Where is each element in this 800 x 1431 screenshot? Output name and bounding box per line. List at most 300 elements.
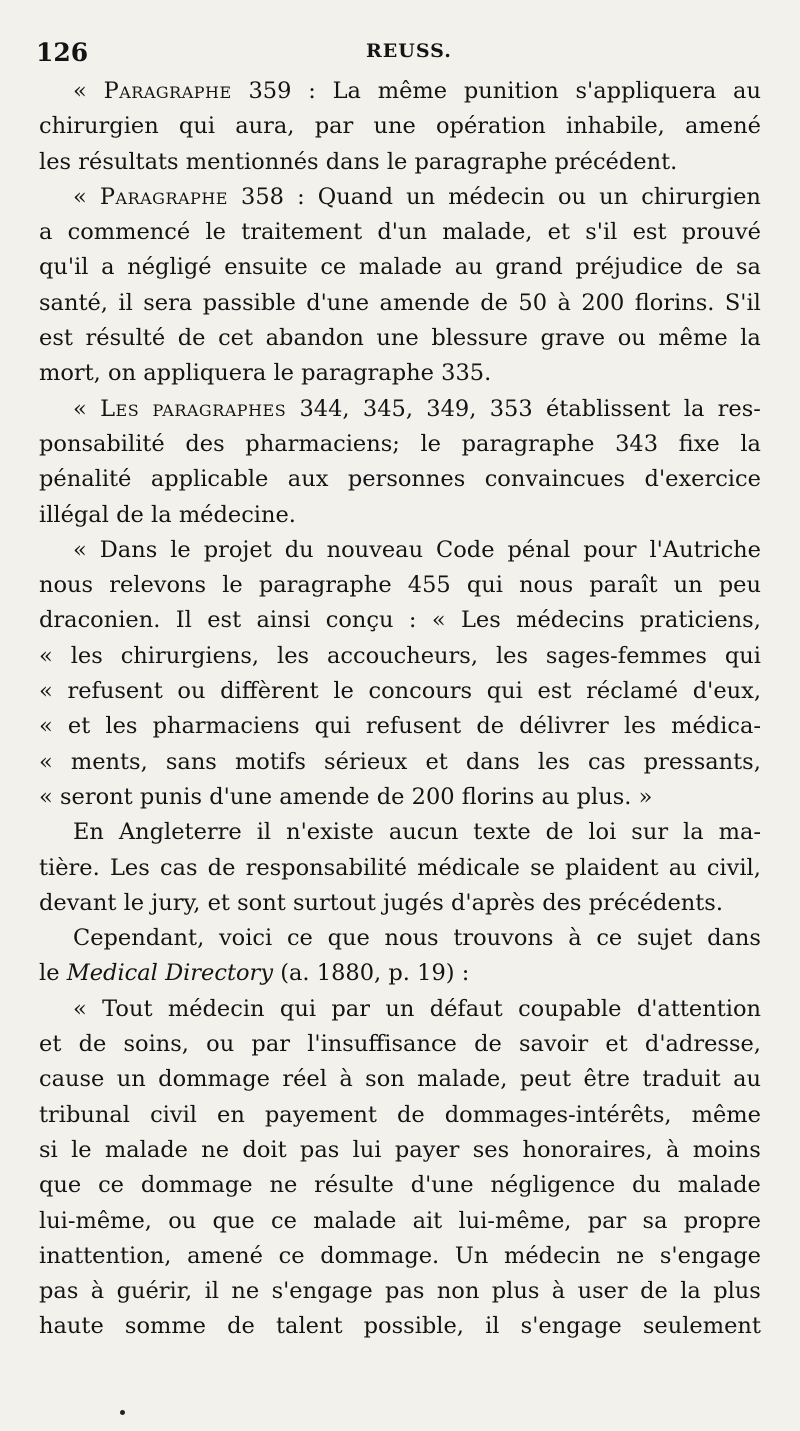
word: accoucheurs, xyxy=(327,642,479,669)
word: même xyxy=(691,1101,761,1128)
word: moins xyxy=(692,1136,761,1163)
word: est xyxy=(39,325,73,352)
word: ce xyxy=(320,254,347,281)
word: res- xyxy=(717,395,761,422)
word: lui xyxy=(352,1136,382,1163)
word: ponsabilité xyxy=(39,430,165,457)
word: un xyxy=(406,183,436,210)
word: 335. xyxy=(441,360,492,387)
word: prouvé xyxy=(681,219,761,246)
word: 359 xyxy=(248,78,292,104)
word: le xyxy=(222,572,243,599)
ink-speck xyxy=(120,1410,125,1415)
word: est xyxy=(207,607,242,634)
word: personnes xyxy=(347,466,466,493)
word: nous xyxy=(39,572,94,599)
word: il xyxy=(256,819,272,846)
word: être xyxy=(583,1066,630,1093)
word: Cependant, xyxy=(73,925,205,952)
word: traduit xyxy=(642,1066,721,1093)
word: de xyxy=(227,1313,255,1340)
text-line xyxy=(39,286,761,321)
word: punis xyxy=(139,783,202,810)
word: d'une xyxy=(306,289,370,316)
word: à xyxy=(557,289,571,316)
word: n'existe xyxy=(286,819,374,846)
word: qui xyxy=(178,113,216,140)
text-line xyxy=(39,498,761,533)
word: dans xyxy=(465,748,520,775)
word: aucun xyxy=(388,819,459,846)
word: amende xyxy=(379,289,470,316)
word: par xyxy=(251,1031,290,1058)
word: p. xyxy=(388,960,410,987)
word: malade xyxy=(104,1136,188,1163)
text-line xyxy=(39,74,761,109)
word: applicable xyxy=(150,466,269,493)
word: relevons xyxy=(109,572,207,599)
word: d'adresse, xyxy=(644,1031,761,1058)
word: ainsi xyxy=(256,607,311,634)
word: ce xyxy=(278,1242,305,1269)
text-line xyxy=(39,815,761,850)
word: il xyxy=(485,1313,500,1340)
word: 455 xyxy=(407,572,451,599)
word: et xyxy=(547,219,571,246)
word: de xyxy=(376,783,405,810)
word: malade, xyxy=(417,1066,508,1093)
word: le xyxy=(273,360,294,387)
word: aux xyxy=(287,466,329,493)
word: responsabilité xyxy=(245,854,407,881)
word: dans xyxy=(325,148,380,175)
text-line xyxy=(39,992,761,1027)
word: le xyxy=(170,536,191,563)
word: Il xyxy=(175,607,192,634)
word: médecin xyxy=(504,1242,601,1269)
word: un xyxy=(116,1066,146,1093)
word: inattention, xyxy=(39,1242,172,1269)
text-line xyxy=(39,1098,761,1133)
word: qui xyxy=(486,678,523,705)
word: mentionnés xyxy=(185,148,319,175)
word: nous xyxy=(519,572,574,599)
word: : xyxy=(408,607,417,634)
word: seulement xyxy=(642,1313,761,1340)
word: santé, xyxy=(39,289,108,316)
word: payement xyxy=(264,1101,377,1128)
word: « xyxy=(73,536,87,563)
word: à xyxy=(551,1278,566,1305)
text-line xyxy=(39,780,761,815)
word: sans xyxy=(165,748,217,775)
word: un xyxy=(385,995,415,1022)
word: des xyxy=(542,889,582,916)
word: amende xyxy=(279,783,370,810)
word: ou xyxy=(557,183,587,210)
word: illégal xyxy=(39,501,109,528)
word: au xyxy=(733,78,761,104)
word: on xyxy=(108,360,137,387)
text-line xyxy=(39,674,761,709)
word: d'eux, xyxy=(692,678,761,705)
word: Les xyxy=(100,395,140,422)
word: s'engage xyxy=(271,1278,373,1305)
word: fixe xyxy=(678,430,720,457)
word: civil xyxy=(150,1101,197,1128)
word: Medical xyxy=(66,960,158,987)
text-line xyxy=(39,180,761,215)
word: à xyxy=(90,1278,105,1305)
word: que xyxy=(39,1172,82,1199)
word: de xyxy=(480,289,508,316)
word: même xyxy=(377,78,448,104)
word: pénal xyxy=(507,536,571,563)
word: talent xyxy=(276,1313,343,1340)
word: honoraires, xyxy=(522,1136,653,1163)
word: cause xyxy=(39,1066,105,1093)
word: la xyxy=(680,1278,701,1305)
word: plaident xyxy=(565,854,659,881)
word: Code xyxy=(436,536,495,563)
word: plus xyxy=(713,1278,761,1305)
text-line xyxy=(39,1239,761,1274)
word: 1880, xyxy=(316,960,382,987)
word: Un xyxy=(454,1242,489,1269)
word: le xyxy=(333,678,354,705)
text-line xyxy=(39,462,761,497)
word: est xyxy=(632,219,667,246)
word: dommage. xyxy=(320,1242,440,1269)
word: le xyxy=(39,960,60,987)
word: florins xyxy=(461,783,535,810)
word: motifs xyxy=(234,748,306,775)
word: devant xyxy=(39,889,117,916)
running-head: REUSS. xyxy=(366,40,452,62)
word: de xyxy=(640,1278,668,1305)
word: une xyxy=(373,113,416,140)
word: ait xyxy=(412,1207,443,1234)
word: lui-même, xyxy=(458,1207,572,1234)
word: 358 xyxy=(241,183,284,210)
word: le xyxy=(123,889,145,916)
word: et xyxy=(67,713,91,740)
word: il xyxy=(118,289,133,316)
text-line xyxy=(39,427,761,462)
word: aura, xyxy=(235,113,295,140)
word: est xyxy=(537,678,572,705)
word: refusent xyxy=(365,713,462,740)
word: 345, xyxy=(362,395,413,422)
word: ne xyxy=(201,1136,230,1163)
word: dommage xyxy=(140,1172,253,1199)
word: du xyxy=(632,1172,661,1199)
text-line xyxy=(39,709,761,744)
word: pressants, xyxy=(643,748,761,775)
word: trouvons xyxy=(453,925,554,952)
word: sur xyxy=(631,819,669,846)
word: 50 xyxy=(518,289,548,316)
body-text xyxy=(39,74,761,1345)
word: médecin xyxy=(448,183,545,210)
word: s'engage xyxy=(659,1242,761,1269)
word: préjudice xyxy=(575,254,683,281)
word: ou xyxy=(177,678,206,705)
word: pas xyxy=(299,1136,340,1163)
word: à xyxy=(666,1136,680,1163)
word: de xyxy=(207,854,236,881)
word: guérir, xyxy=(116,1278,193,1305)
page-header xyxy=(36,38,760,68)
word: loi xyxy=(588,819,617,846)
word: « xyxy=(73,395,87,422)
word: de xyxy=(397,1101,425,1128)
word: La xyxy=(332,78,361,104)
word: tière. xyxy=(39,854,100,881)
word: les xyxy=(495,642,528,669)
word: les xyxy=(70,642,103,669)
word: de xyxy=(474,1031,502,1058)
word: ne xyxy=(231,1278,260,1305)
text-line xyxy=(39,356,761,391)
word: plus xyxy=(491,1278,540,1305)
word: le xyxy=(420,430,441,457)
word: malade xyxy=(358,254,443,281)
word: Les xyxy=(109,854,150,881)
word: payer xyxy=(394,1136,460,1163)
word: propre xyxy=(683,1207,761,1234)
word: convaincues xyxy=(484,466,626,493)
word: « xyxy=(39,748,53,775)
word: ce xyxy=(98,1172,124,1199)
word: malade, xyxy=(442,219,533,246)
word: de xyxy=(476,713,505,740)
word: sérieux xyxy=(324,748,408,775)
word: une xyxy=(376,325,419,352)
word: ce xyxy=(596,925,623,952)
word: (a. xyxy=(280,960,310,987)
word: cas xyxy=(159,854,198,881)
word: délivrer xyxy=(519,713,609,740)
word: florins. xyxy=(634,289,715,316)
word: texte xyxy=(473,819,531,846)
word: à xyxy=(568,925,582,952)
word: par xyxy=(331,995,370,1022)
text-line xyxy=(39,1274,761,1309)
word: paragraphes xyxy=(152,395,287,422)
word: soins, xyxy=(123,1031,189,1058)
word: d'après xyxy=(450,889,536,916)
word: au xyxy=(733,1066,761,1093)
word: chirurgiens, xyxy=(120,642,260,669)
word: opération xyxy=(436,113,546,140)
word: le xyxy=(205,219,226,246)
word: Angleterre xyxy=(118,819,242,846)
word: peut xyxy=(519,1066,572,1093)
word: au xyxy=(541,783,570,810)
text-line xyxy=(39,1062,761,1097)
word: réclamé xyxy=(586,678,679,705)
word: réel xyxy=(282,1066,327,1093)
word: le xyxy=(386,148,408,175)
word: sont xyxy=(237,889,286,916)
word: les xyxy=(277,642,310,669)
word: ne xyxy=(269,1172,298,1199)
word: voici xyxy=(218,925,273,952)
word: civil, xyxy=(706,854,761,881)
word: 200 xyxy=(581,289,625,316)
text-line xyxy=(39,109,761,144)
word: pour xyxy=(583,536,637,563)
word: son xyxy=(365,1066,405,1093)
word: la xyxy=(740,325,761,352)
word: médica- xyxy=(671,713,761,740)
text-line xyxy=(39,921,761,956)
word: par xyxy=(314,113,354,140)
text-line xyxy=(39,1133,761,1168)
word: pas xyxy=(39,1278,79,1305)
word: commencé xyxy=(67,219,191,246)
word: que xyxy=(327,925,370,952)
word: les xyxy=(105,713,138,740)
word: amené xyxy=(187,1242,263,1269)
word: pharmaciens; xyxy=(245,430,400,457)
word: médecin xyxy=(167,995,265,1022)
word: Dans xyxy=(99,536,158,563)
word: malade xyxy=(677,1172,761,1199)
word: draconien. xyxy=(39,607,161,634)
word: haute xyxy=(39,1313,104,1340)
word: ma- xyxy=(718,819,761,846)
word: « xyxy=(39,678,53,705)
word: possible, xyxy=(363,1313,464,1340)
word: dommage xyxy=(158,1066,270,1093)
word: malade xyxy=(313,1207,397,1234)
word: si xyxy=(39,1136,58,1163)
word: refusent xyxy=(67,678,163,705)
word: dans xyxy=(707,925,761,952)
word: « xyxy=(39,713,53,740)
word: la xyxy=(740,430,761,457)
word: sera xyxy=(143,289,193,316)
word: les xyxy=(537,748,570,775)
word: l'Autriche xyxy=(649,536,761,563)
word: coupable xyxy=(518,995,622,1022)
word: défaut xyxy=(429,995,503,1022)
word: 343 xyxy=(615,430,659,457)
word: « xyxy=(73,78,87,104)
word: sujet xyxy=(636,925,693,952)
word: médicale xyxy=(417,854,520,881)
word: amené xyxy=(685,113,761,140)
word: abandon xyxy=(265,325,364,352)
word: l'insuffisance xyxy=(307,1031,457,1058)
word: sages-femmes xyxy=(545,642,707,669)
word: établissent xyxy=(545,395,671,422)
word: d'une xyxy=(410,1172,474,1199)
word: les xyxy=(39,148,72,175)
word: blessure xyxy=(431,325,528,352)
word: 344, xyxy=(299,395,350,422)
word: « xyxy=(39,642,53,669)
word: par xyxy=(587,1207,627,1234)
word: user xyxy=(577,1278,628,1305)
word: passible xyxy=(202,289,296,316)
text-line xyxy=(39,851,761,886)
text-line xyxy=(39,215,761,250)
word: de xyxy=(78,1031,107,1058)
word: tribunal xyxy=(39,1101,130,1128)
word: un xyxy=(599,183,629,210)
text-line xyxy=(39,603,761,638)
word: paraît xyxy=(589,572,658,599)
word: la xyxy=(683,819,704,846)
word: précédents. xyxy=(588,889,723,916)
text-line xyxy=(39,745,761,780)
page-number: 126 xyxy=(36,38,89,67)
word: et xyxy=(39,1031,62,1058)
word: Directory xyxy=(165,960,274,987)
word: « xyxy=(431,607,446,634)
word: punition xyxy=(463,78,559,104)
word: Paragraphe xyxy=(103,78,232,104)
text-line xyxy=(39,1168,761,1203)
text-line xyxy=(39,639,761,674)
word: il xyxy=(204,1278,219,1305)
word: : xyxy=(297,183,305,210)
word: en xyxy=(217,1101,245,1128)
word: conçu xyxy=(325,607,394,634)
text-line xyxy=(39,886,761,921)
word: : xyxy=(308,78,316,104)
word: traitement xyxy=(241,219,363,246)
word: d'une xyxy=(209,783,273,810)
word: ce xyxy=(271,1207,297,1234)
word: et xyxy=(605,1031,628,1058)
word: Tout xyxy=(102,995,153,1022)
word: cet xyxy=(218,325,254,352)
word: du xyxy=(284,536,314,563)
word: ce xyxy=(286,925,313,952)
word: inhabile, xyxy=(565,113,665,140)
word: jury, xyxy=(151,889,201,916)
word: d'exercice xyxy=(644,466,761,493)
word: de xyxy=(116,501,144,528)
word: au xyxy=(668,854,697,881)
word: la xyxy=(151,501,172,528)
word: les xyxy=(623,713,656,740)
text-line xyxy=(39,145,761,180)
word: précédent. xyxy=(554,148,678,175)
word: qui xyxy=(314,713,351,740)
text-line xyxy=(39,533,761,568)
word: S'il xyxy=(724,289,761,316)
word: d'un xyxy=(377,219,427,246)
word: le xyxy=(71,1136,92,1163)
word: Paragraphe xyxy=(99,183,228,210)
word: paragraphe xyxy=(461,430,595,457)
word: négligence xyxy=(490,1172,616,1199)
word: qui xyxy=(724,642,761,669)
word: concours xyxy=(368,678,473,705)
word: et xyxy=(425,748,448,775)
word: appliquera xyxy=(143,360,267,387)
word: 353 xyxy=(489,395,533,422)
word: de xyxy=(545,819,574,846)
word: lui-même, xyxy=(39,1207,152,1234)
word: s'engage xyxy=(520,1313,622,1340)
word: nous xyxy=(384,925,439,952)
